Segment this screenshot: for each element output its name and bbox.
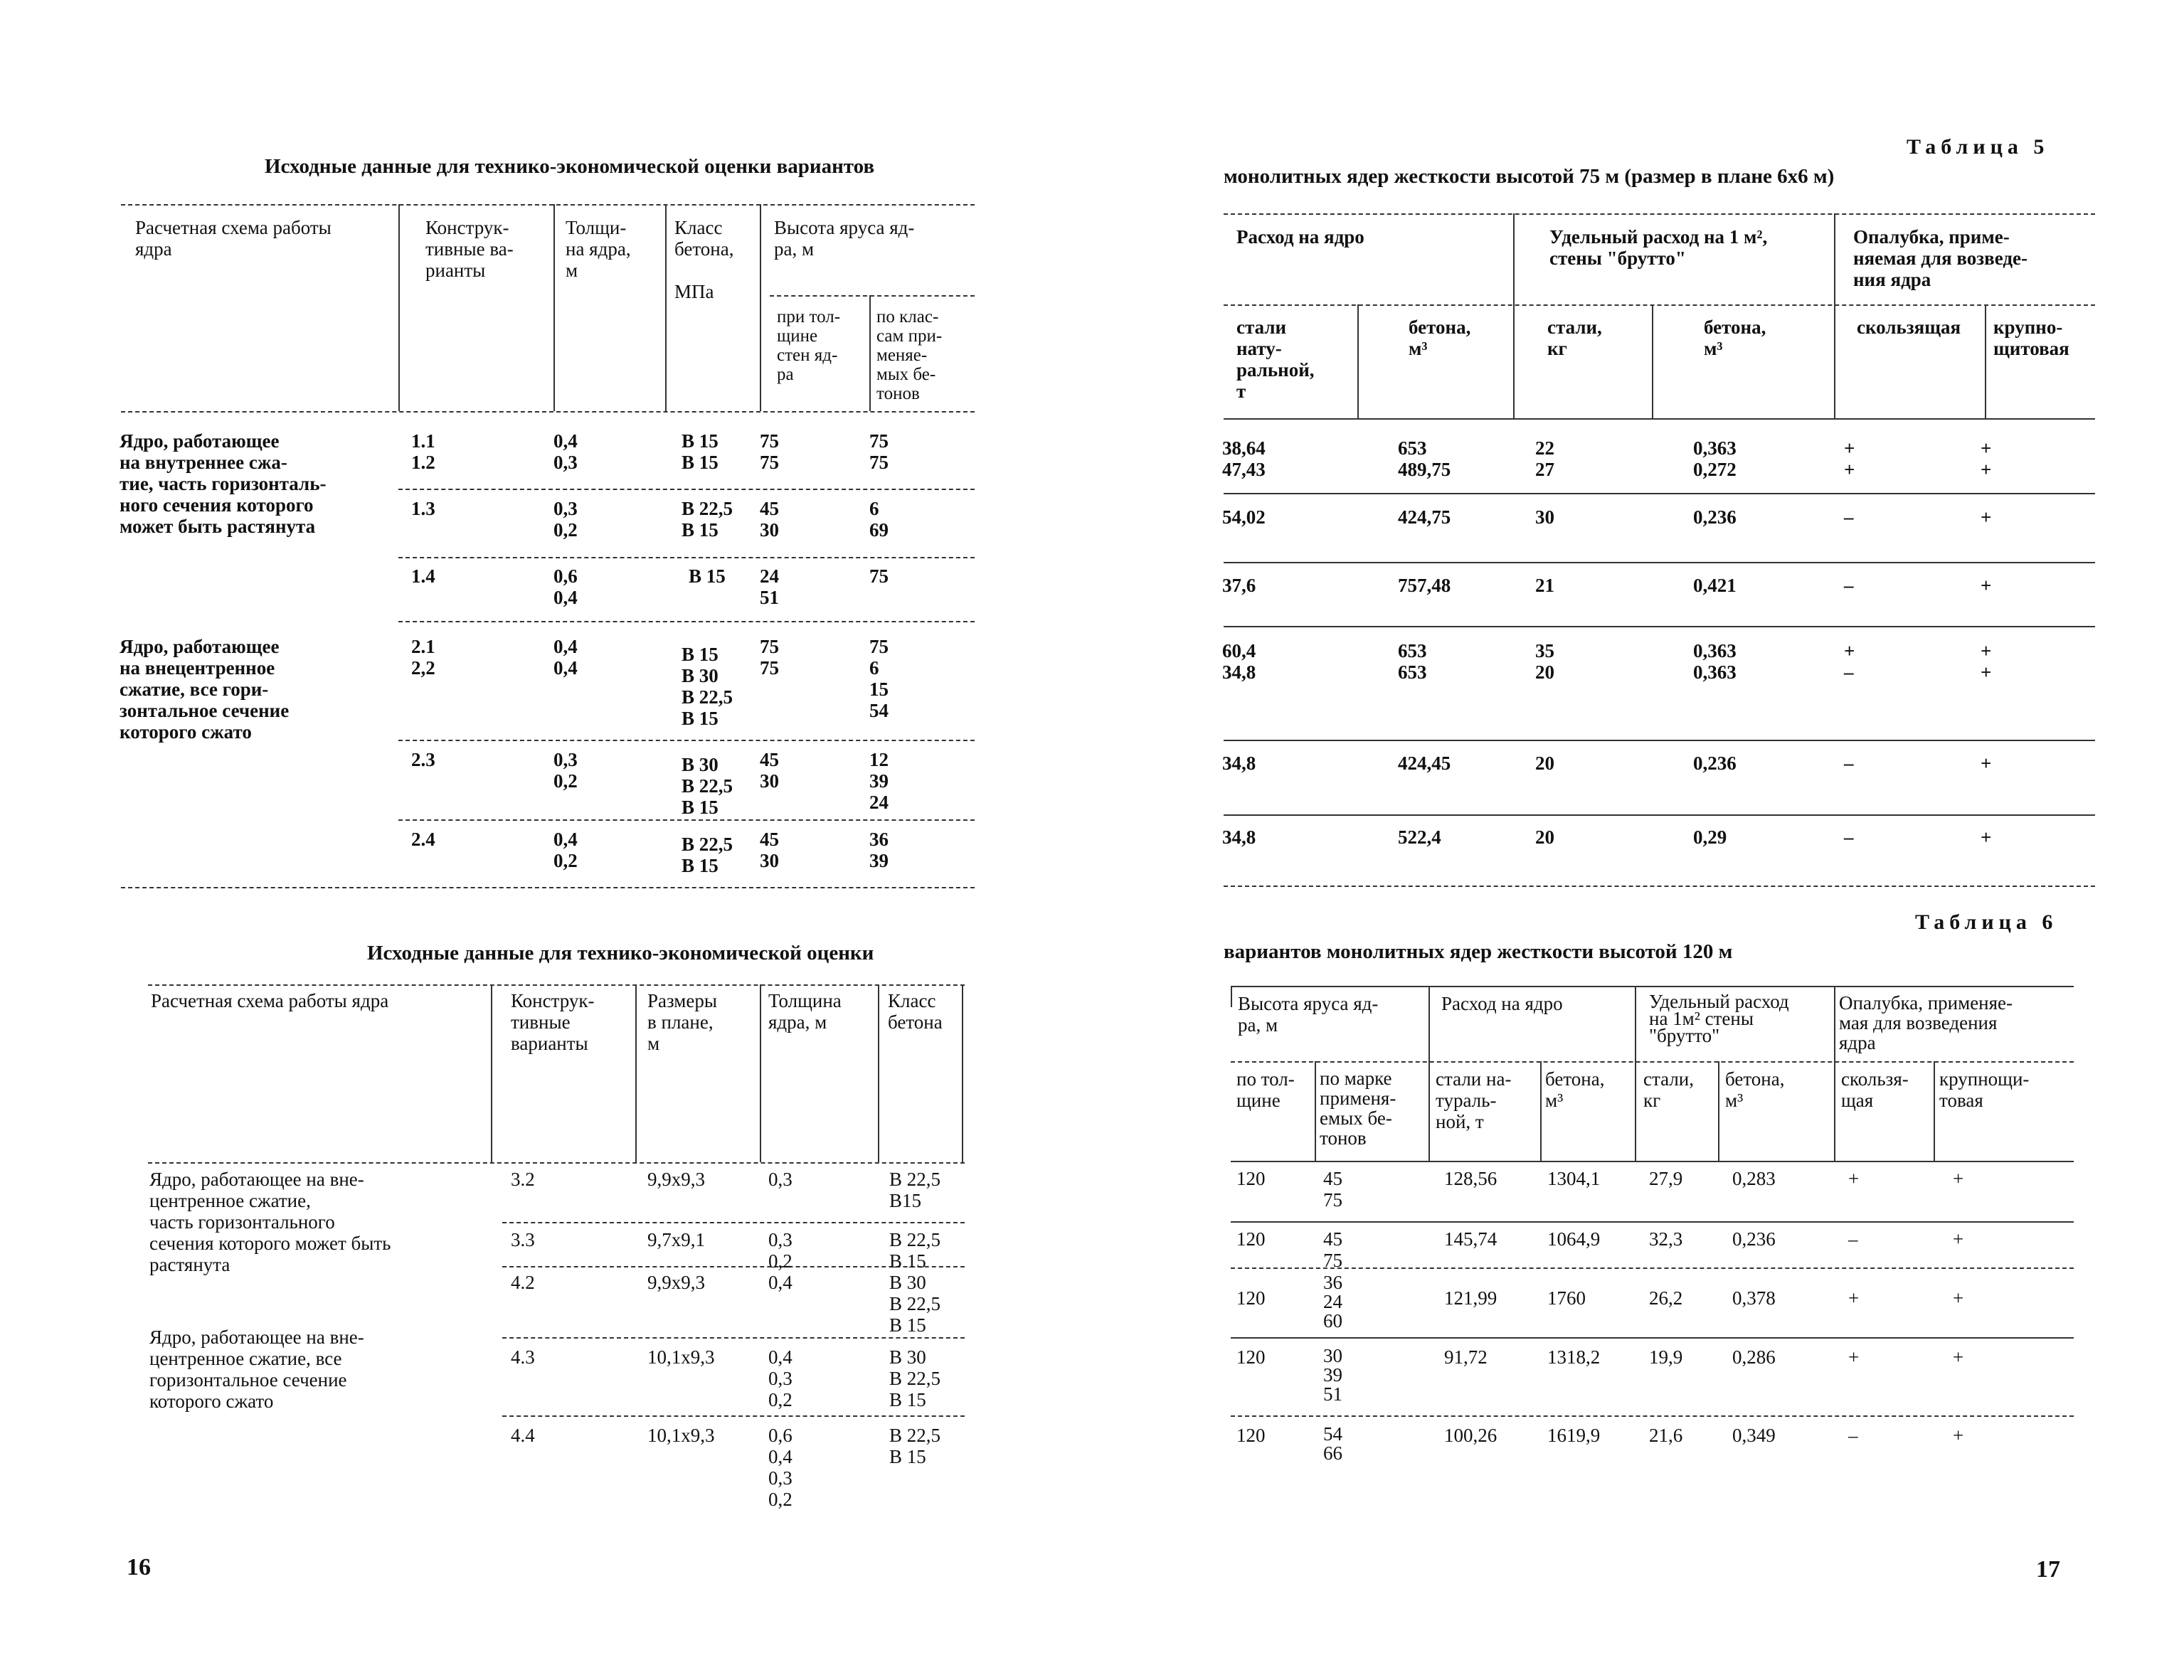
t6-header-steel-t: стали на- тураль- ной, т: [1436, 1068, 1512, 1132]
t1-row-thickness: 0,4 0,2: [553, 829, 578, 871]
t2-row-class: В 22,5 В15: [889, 1169, 941, 1211]
t1-row-hclass: 36 39: [869, 829, 889, 871]
rule: [121, 204, 975, 206]
t2-row-variant: 4.3: [511, 1346, 535, 1368]
t6-row-conc-spec: 0,236: [1732, 1228, 1776, 1250]
t5-header-steel-t: стали нату- ральной, т: [1236, 317, 1315, 402]
t1-row-hclass: 75 75: [869, 430, 889, 473]
t1-header-class: Класс бетона, МПа: [674, 217, 734, 302]
t2-row-thickness: 0,3 0,2: [768, 1229, 793, 1272]
rule: [121, 887, 975, 888]
t6-row-hthick: 120: [1236, 1287, 1266, 1309]
t1-header-variants: Конструк- тивные ва- рианты: [425, 217, 514, 281]
rule: [502, 1415, 965, 1417]
t6-row-panel: +: [1953, 1287, 1964, 1309]
t5-row-conc-spec: 0,363 0,272: [1693, 437, 1737, 480]
t2-row-size: 9,9x9,3: [647, 1272, 705, 1293]
table5-title: монолитных ядер жесткости высотой 75 м (размер в плане 6x6 м): [1224, 165, 1835, 188]
t2-header-size: Размеры в плане, м: [647, 990, 717, 1054]
rule: [1231, 1337, 2074, 1339]
t6-row-conc-spec: 0,378: [1732, 1287, 1776, 1309]
t6-row-panel: +: [1953, 1346, 1964, 1368]
rule: [1224, 418, 2095, 420]
t5-row-steel-kg: 35 20: [1535, 640, 1554, 683]
t5-row-sliding: –: [1844, 575, 1854, 596]
t6-row-conc-spec: 0,286: [1732, 1346, 1776, 1368]
rule: [1834, 213, 1835, 418]
rule: [635, 984, 637, 1162]
t6-header-sliding: скользя- щая: [1841, 1068, 1909, 1111]
t6-header-concrete-m3: бетона, м³: [1545, 1068, 1605, 1111]
t5-row-panel: +: [1981, 753, 1992, 774]
t6-header-by-thickness: по тол- щине: [1236, 1068, 1295, 1111]
rule: [1428, 986, 1430, 1161]
t6-row-steel: 91,72: [1444, 1346, 1488, 1368]
t2-header-thickness: Толщина ядра, м: [768, 990, 842, 1033]
rule: [1635, 986, 1636, 1161]
t5-row-sliding: –: [1844, 826, 1854, 848]
t6-row-steel-kg: 32,3: [1649, 1228, 1683, 1250]
t1-group-2: Ядро, работающее на внецентренное сжатие, все гори- зонтальное сечение которого сжато: [120, 636, 290, 743]
rule: [1513, 213, 1515, 418]
table5-label: Таблица 5: [1907, 135, 2050, 159]
t1-row-hthick: 75 75: [760, 430, 779, 473]
t5-row-panel: + +: [1981, 437, 1992, 480]
t5-row-concrete: 424,45: [1398, 753, 1451, 774]
table1-title: Исходные данные для технико-экономической оценки вариантов: [265, 155, 875, 178]
t5-row-steel-kg: 21: [1535, 575, 1554, 596]
t5-row-conc-spec: 0,29: [1693, 826, 1727, 848]
t1-row-hthick: 45 30: [760, 829, 779, 871]
t5-row-panel: +: [1981, 506, 1992, 528]
t6-row-steel: 121,99: [1444, 1287, 1497, 1309]
t6-header-concrete-spec: бетона, м³: [1725, 1068, 1785, 1111]
t2-row-thickness: 0,6 0,4 0,3 0,2: [768, 1425, 793, 1510]
t2-row-variant: 4.2: [511, 1272, 535, 1293]
t6-row-sliding: –: [1848, 1228, 1858, 1250]
t5-row-conc-spec: 0,236: [1693, 506, 1737, 528]
t1-row-variant: 1.3: [411, 498, 435, 519]
t6-header-panel: крупнощи- товая: [1939, 1068, 2030, 1111]
t5-row-steel-kg: 20: [1535, 753, 1554, 774]
t5-row-concrete: 653 489,75: [1398, 437, 1451, 480]
t5-row-steel: 38,64 47,43: [1222, 437, 1266, 480]
t6-row-panel: +: [1953, 1228, 1964, 1250]
rule: [502, 1222, 965, 1223]
rule: [1231, 1221, 2074, 1223]
t1-row-variant: 1.4: [411, 565, 435, 587]
t1-row-variant: 2.1 2,2: [411, 636, 435, 679]
rule: [665, 204, 667, 411]
t1-row-hthick: 24 51: [760, 565, 779, 608]
rule: [1231, 986, 1232, 1007]
rule: [1231, 1267, 2074, 1269]
t6-row-hthick: 120: [1236, 1228, 1266, 1250]
t5-header-concrete-m3: бетона, м³: [1409, 317, 1471, 359]
rule: [398, 204, 400, 411]
t5-header-formwork: Опалубка, приме- няемая для возведе- ния ядра: [1853, 226, 2027, 290]
t2-header-class: Класс бетона: [888, 990, 943, 1033]
t6-row-steel-kg: 21,6: [1649, 1425, 1683, 1446]
rule: [760, 984, 761, 1162]
rule: [1224, 493, 2095, 494]
t5-row-conc-spec: 0,363 0,363: [1693, 640, 1737, 683]
rule: [1224, 626, 2095, 627]
t6-row-panel: +: [1953, 1168, 1964, 1189]
t5-row-steel: 34,8: [1222, 826, 1256, 848]
t6-header-by-class: по марке применя- емых бе- тонов: [1320, 1068, 1396, 1149]
rule: [1231, 1161, 2074, 1162]
t6-header-formwork: Опалубка, применяе- мая для возведения ядра: [1839, 992, 2013, 1053]
rule: [1224, 562, 2095, 563]
t6-row-sliding: +: [1848, 1287, 1860, 1309]
rule: [1224, 740, 2095, 741]
t6-row-hclass: 45 75: [1323, 1168, 1342, 1211]
t1-row-class: В 15 В 30 В 22,5 В 15: [682, 644, 733, 729]
t1-row-thickness: 0,4 0,3: [553, 430, 578, 473]
t2-row-thickness: 0,3: [768, 1169, 793, 1190]
t2-row-class: В 30 В 22,5 В 15: [889, 1272, 941, 1336]
rule: [1357, 304, 1359, 418]
t2-header-scheme: Расчетная схема работы ядра: [151, 990, 389, 1011]
t1-row-thickness: 0,6 0,4: [553, 565, 578, 608]
t2-row-class: В 22,5 В 15: [889, 1425, 941, 1467]
t6-row-conc-spec: 0,349: [1732, 1425, 1776, 1446]
t1-row-variant: 2.4: [411, 829, 435, 850]
rule: [1231, 1415, 2074, 1417]
t6-row-steel: 145,74: [1444, 1228, 1497, 1250]
t6-row-sliding: +: [1848, 1168, 1860, 1189]
rule: [1652, 304, 1653, 418]
t1-row-class: В 22,5 В 15: [682, 498, 733, 541]
rule: [148, 1162, 965, 1164]
t1-header-height-thick: при тол- щине стен яд- ра: [777, 307, 841, 384]
t1-row-hclass: 12 39 24: [869, 749, 889, 813]
t5-header-steel-kg: стали, кг: [1547, 317, 1602, 359]
rule: [553, 204, 555, 411]
t6-row-panel: +: [1953, 1425, 1964, 1446]
rule: [1224, 213, 2095, 215]
t6-row-hthick: 120: [1236, 1346, 1266, 1368]
t1-row-thickness: 0,3 0,2: [553, 498, 578, 541]
t5-row-concrete: 757,48: [1398, 575, 1451, 596]
t5-row-sliding: + +: [1844, 437, 1855, 480]
rule: [869, 295, 871, 411]
rule: [1834, 986, 1835, 1161]
rule: [398, 819, 975, 821]
rule: [1231, 1061, 2074, 1063]
rule: [878, 984, 879, 1162]
t1-row-class: В 15: [689, 565, 726, 587]
t5-header-panel: крупно- щитовая: [1993, 317, 2069, 359]
t5-row-sliding: –: [1844, 753, 1854, 774]
t1-row-hthick: 45 30: [760, 498, 779, 541]
t6-row-steel: 100,26: [1444, 1425, 1497, 1446]
t1-header-thickness: Толщи- на ядра, м: [566, 217, 631, 281]
t1-row-class: В 22,5 В 15: [682, 834, 733, 876]
table6-title: вариантов монолитных ядер жесткости высотой 120 м: [1224, 940, 1733, 963]
page-number-right: 17: [2036, 1556, 2060, 1583]
t1-row-hclass: 6 69: [869, 498, 889, 541]
t2-header-variants: Конструк- тивные варианты: [511, 990, 595, 1054]
t5-row-steel-kg: 20: [1535, 826, 1554, 848]
rule: [398, 557, 975, 558]
rule: [398, 621, 975, 622]
rule: [1224, 304, 2095, 306]
t2-row-class: В 30 В 22,5 В 15: [889, 1346, 941, 1410]
t2-row-thickness: 0,4 0,3 0,2: [768, 1346, 793, 1410]
t1-row-hthick: 75 75: [760, 636, 779, 679]
t5-row-conc-spec: 0,236: [1693, 753, 1737, 774]
t1-row-hclass: 75: [869, 565, 889, 587]
t6-row-sliding: +: [1848, 1346, 1860, 1368]
rule: [121, 411, 975, 413]
t6-row-steel-kg: 26,2: [1649, 1287, 1683, 1309]
rule: [770, 295, 975, 297]
t5-row-steel: 37,6: [1222, 575, 1256, 596]
t6-row-steel: 128,56: [1444, 1168, 1497, 1189]
t2-row-thickness: 0,4: [768, 1272, 793, 1293]
t6-row-hclass: 54 66: [1323, 1423, 1342, 1464]
rule: [398, 489, 975, 490]
t5-header-specific: Удельный расход на 1 м², стены "брутто": [1549, 226, 1768, 269]
t1-group-1: Ядро, работающее на внутреннее сжа- тие, часть горизонталь- ного сечения которого может быть растянута: [120, 430, 327, 537]
t2-row-variant: 4.4: [511, 1425, 535, 1446]
t5-row-concrete: 424,75: [1398, 506, 1451, 528]
t1-row-variant: 1.1 1.2: [411, 430, 435, 473]
t2-row-size: 9,7x9,1: [647, 1229, 705, 1250]
t2-row-class: В 22,5 В 15: [889, 1229, 941, 1272]
rule: [1224, 814, 2095, 816]
t5-row-conc-spec: 0,421: [1693, 575, 1737, 596]
t1-row-class: В 15 В 15: [682, 430, 719, 473]
t6-row-hthick: 120: [1236, 1425, 1266, 1446]
t5-row-panel: +: [1981, 575, 1992, 596]
t6-row-concrete: 1064,9: [1547, 1228, 1601, 1250]
rule: [1231, 986, 2074, 987]
t6-header-consumption: Расход на ядро: [1441, 993, 1563, 1014]
rule: [491, 984, 492, 1162]
t1-row-hthick: 45 30: [760, 749, 779, 792]
rule: [148, 984, 965, 986]
t6-row-steel-kg: 19,9: [1649, 1346, 1683, 1368]
t1-row-class: В 30 В 22,5 В 15: [682, 754, 733, 818]
t6-row-sliding: –: [1848, 1425, 1858, 1446]
t6-header-specific: Удельный расход на 1м² стены "брутто": [1649, 991, 1789, 1046]
t5-row-sliding: –: [1844, 506, 1854, 528]
t1-row-thickness: 0,3 0,2: [553, 749, 578, 792]
t5-row-steel: 34,8: [1222, 753, 1256, 774]
t6-row-conc-spec: 0,283: [1732, 1168, 1776, 1189]
t6-header-height: Высота яруса яд- ра, м: [1238, 993, 1379, 1036]
t6-header-steel-kg: стали, кг: [1643, 1068, 1695, 1111]
t5-row-steel: 54,02: [1222, 506, 1266, 528]
t6-row-hclass: 30 39 51: [1323, 1345, 1342, 1405]
t5-row-steel-kg: 30: [1535, 506, 1554, 528]
t1-row-hclass: 75 6 15 54: [869, 636, 889, 721]
t6-row-hthick: 120: [1236, 1168, 1266, 1189]
t1-header-scheme: Расчетная схема работы ядра: [135, 217, 332, 260]
rule: [1224, 886, 2095, 887]
t1-row-thickness: 0,4 0,4: [553, 636, 578, 679]
rule: [1315, 1061, 1316, 1161]
t5-header-sliding: скользящая: [1857, 317, 1961, 338]
table6-label: Таблица 6: [1915, 910, 2058, 934]
t6-row-concrete: 1619,9: [1547, 1425, 1601, 1446]
rule: [760, 204, 761, 411]
rule: [1540, 1061, 1542, 1161]
rule: [398, 740, 975, 741]
rule: [1985, 304, 1986, 418]
t1-row-variant: 2.3: [411, 749, 435, 770]
t6-row-concrete: 1318,2: [1547, 1346, 1601, 1368]
t5-row-steel: 60,4 34,8: [1222, 640, 1256, 683]
rule: [1934, 1061, 1935, 1161]
t6-row-hclass: 36 24 60: [1323, 1272, 1342, 1331]
t2-group-2: Ядро, работающее на вне- центренное сжатие, все горизонтальное сечение которого сжато: [149, 1327, 364, 1412]
t2-row-variant: 3.3: [511, 1229, 535, 1250]
t5-header-concrete-spec: бетона, м³: [1704, 317, 1766, 359]
rule: [962, 984, 963, 1162]
t2-row-size: 10,1x9,3: [647, 1346, 715, 1368]
t5-row-steel-kg: 22 27: [1535, 437, 1554, 480]
t2-row-size: 10,1x9,3: [647, 1425, 715, 1446]
rule: [1718, 1061, 1719, 1161]
t2-group-1: Ядро, работающее на вне- центренное сжатие, часть горизонтального сечения которого может быть растянута: [149, 1169, 391, 1275]
t5-row-panel: + +: [1981, 640, 1992, 683]
table2-title: Исходные данные для технико-экономической оценки: [367, 942, 874, 964]
t6-row-concrete: 1304,1: [1547, 1168, 1601, 1189]
t5-row-concrete: 522,4: [1398, 826, 1441, 848]
t6-row-concrete: 1760: [1547, 1287, 1586, 1309]
t5-row-concrete: 653 653: [1398, 640, 1427, 683]
t5-header-consumption: Расход на ядро: [1236, 226, 1364, 248]
t5-row-sliding: + –: [1844, 640, 1855, 683]
t6-row-steel-kg: 27,9: [1649, 1168, 1683, 1189]
t1-header-height-class: по клас- сам при- меняе- мых бе- тонов: [876, 307, 943, 403]
t6-row-hclass: 45 75: [1323, 1228, 1342, 1271]
t1-header-height: Высота яруса яд- ра, м: [774, 217, 915, 260]
rule: [502, 1337, 965, 1339]
t2-row-variant: 3.2: [511, 1169, 535, 1190]
page-number-left: 16: [127, 1554, 151, 1580]
t5-row-panel: +: [1981, 826, 1992, 848]
t2-row-size: 9,9x9,3: [647, 1169, 705, 1190]
